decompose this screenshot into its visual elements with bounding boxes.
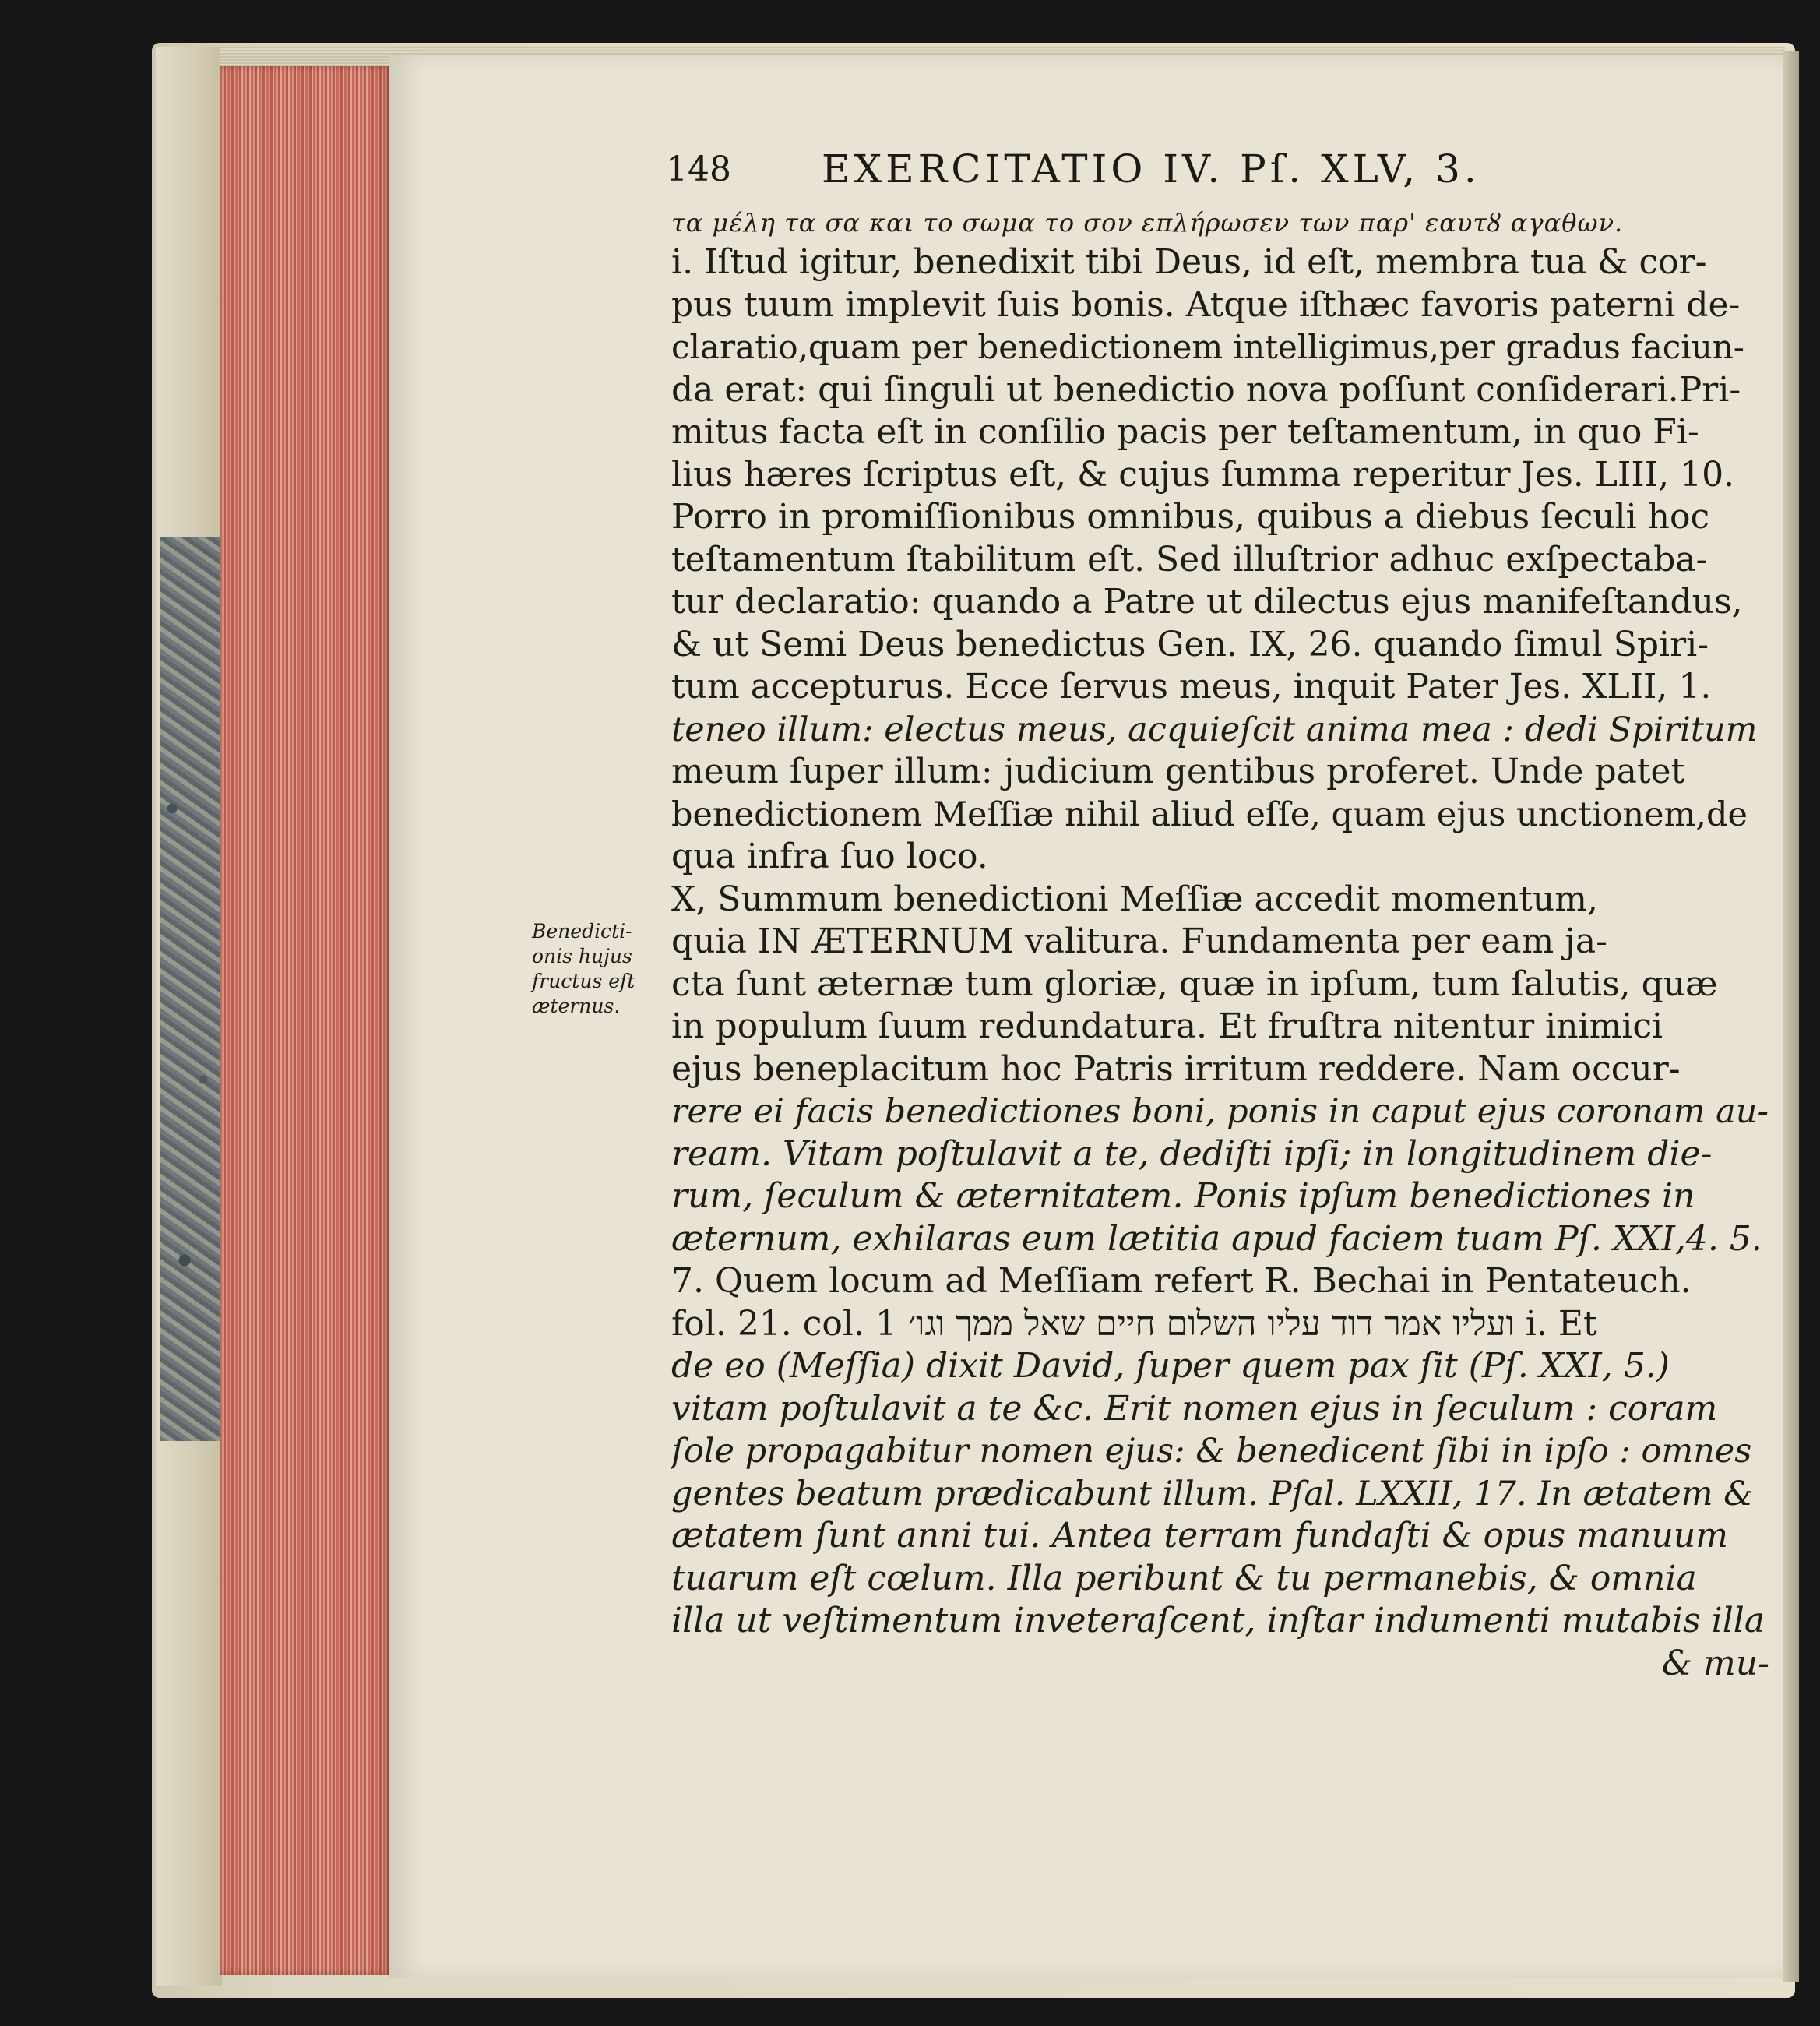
margin-note [532, 919, 664, 1019]
text-line: tur declaratio: quando a Patre ut dilectus ejus manifeſtandus, [671, 582, 1743, 622]
text-line: in populum ſuum redundatura. Et fruſtra nitentur inimici [671, 1006, 1663, 1046]
text-line: ejus beneplacitum hoc Patris irritum reddere. Nam occur- [671, 1048, 1681, 1089]
text-line: meum ſuper illum: judicium gentibus proferet. Unde patet [671, 752, 1685, 791]
text-line: & ut Semi Deus benedictus Gen. IX, 26. quando ſimul Spiri- [671, 624, 1709, 664]
text-line: quia IN ÆTERNUM valitura. Fundamenta per eam ja- [671, 921, 1607, 961]
text-line: vitam poſtulavit a te &c. Erit nomen ejus in ſeculum : coram [671, 1388, 1718, 1429]
text-line: de eo (Meſſia) dixit David, ſuper quem pax ſit (Pſ. XXI, 5.) [671, 1346, 1670, 1386]
text-line: lius hæres ſcriptus eſt, & cujus ſumma reperitur Jes. LIII, 10. [671, 454, 1735, 495]
running-title: EXERCITATIO IV. Pſ. XLV, 3. [822, 146, 1480, 192]
text-line: ætatem ſunt anni tui. Antea terram fundaſti & opus manuum [671, 1516, 1728, 1556]
catchword-line: & mu- [1661, 1643, 1769, 1683]
text-line: Porro in promiſſionibus omnibus, quibus a diebus ſeculi hoc [671, 497, 1710, 537]
text-line: teneo illum: electus meus, acquieſcit anima mea : dedi Spiritum [671, 710, 1758, 749]
margin-note-line: Benedicti- [532, 920, 632, 943]
text-line: claratio,quam per benedictionem intelligimus,per gradus faciun- [671, 328, 1745, 366]
section-start-line: X, Summum benedictioni Meſſiæ accedit momentum, [671, 879, 1598, 919]
text-line: rere ei facis benedictiones boni, ponis in caput ejus coronam au- [671, 1092, 1769, 1131]
text-line: qua infra ſuo loco. [671, 837, 988, 876]
margin-note-line: æternus. [532, 995, 621, 1017]
right-page-gutter [1783, 51, 1799, 1982]
text-line: 7. Quem locum ad Meſſiam refert R. Bechai in Pentateuch. [671, 1261, 1692, 1301]
text-line: i. Iſtud igitur, benedixit tibi Deus, id eſt, membra tua & cor- [671, 242, 1707, 282]
text-line: benedictionem Meſſiæ nihil aliud eſſe, quam ejus unctionem,de [671, 795, 1748, 834]
margin-note-line: onis hujus [532, 945, 632, 967]
text-line: ſole propagabitur nomen ejus: & benedicent ſibi in ipſo : omnes [671, 1432, 1752, 1471]
text-line: tuarum eſt cœlum. Illa peribunt & tu permanebis, & omnia [671, 1558, 1697, 1598]
red-sprinkled-page-edges [220, 66, 391, 1975]
hebrew-line: fol. 21. col. 1 ועליו אמר דוד עליו השלום חיים שאל ממך וגו׳ i. Et [671, 1303, 1597, 1344]
text-line: tum accepturus. Ecce ſervus meus, inquit Pater Jes. XLII, 1. [671, 667, 1712, 706]
greek-line: τα μέλη τα σα και το σωμα το σον επλήρωσεν των παρ' εαυτȣ αγαθων. [671, 208, 1624, 238]
text-line: mitus facta eſt in conſilio pacis per teſtamentum, in quo Fi- [671, 412, 1699, 452]
body-text [671, 204, 1769, 1685]
page-number: 148 [666, 150, 731, 189]
text-line: ream. Vitam poſtulavit a te, dediſti ipſi; in longitudinem die- [671, 1133, 1713, 1174]
text-line: cta ſunt æternæ tum gloriæ, quæ in ipſum, tum ſalutis, quæ [671, 964, 1718, 1004]
text-line: æternum, exhilaras eum lætitia apud faciem tuam Pſ. XXI,4. 5. [671, 1218, 1762, 1259]
text-line: rum, ſeculum & æternitatem. Ponis ipſum benedictiones in [671, 1176, 1695, 1216]
marbled-paper-patch [160, 537, 222, 1441]
text-line: illa ut veſtimentum inveteraſcent, inſtar indumenti mutabis illa [671, 1601, 1765, 1640]
margin-note-line: fructus eſt [532, 970, 635, 992]
text-line: pus tuum implevit ſuis bonis. Atque iſthæc favoris paterni de- [671, 284, 1741, 325]
text-line: gentes beatum prædicabunt illum. Pſal. LXXII, 17. In ætatem & [671, 1474, 1754, 1513]
text-line: teſtamentum ſtabilitum eſt. Sed illuſtrior adhuc exſpectaba- [671, 539, 1708, 580]
text-line: da erat: qui ſinguli ut benedictio nova poſſunt conſiderari.Pri- [671, 369, 1741, 410]
